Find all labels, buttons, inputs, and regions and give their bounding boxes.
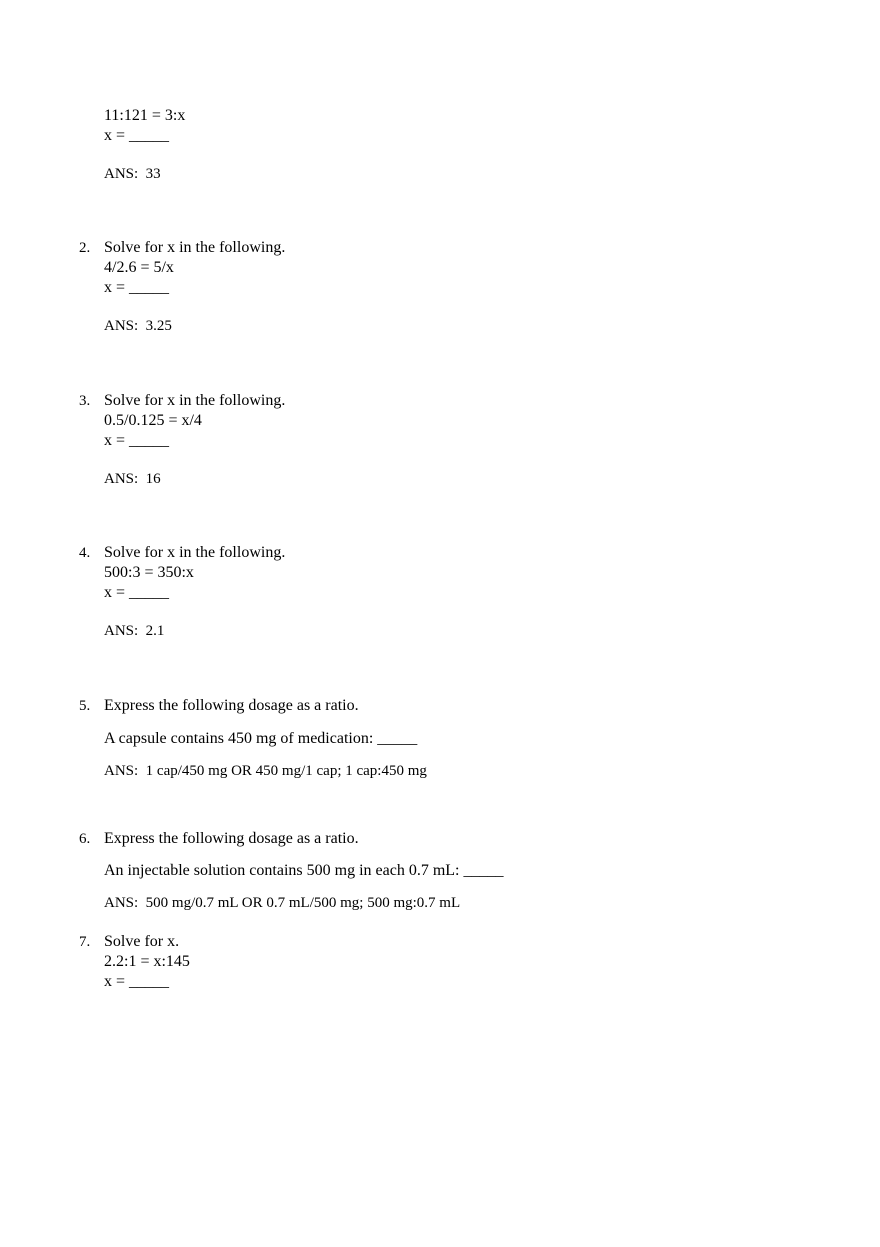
question-number: 5.	[79, 698, 91, 714]
answer-key: ANS: 2.1	[104, 623, 165, 639]
answer-key: ANS: 500 mg/0.7 mL OR 0.7 mL/500 mg; 500 mg:0.7 mL	[104, 895, 461, 911]
answer-blank: x = _____	[104, 973, 170, 990]
question-text: 2.2:1 = x:145	[104, 953, 190, 970]
answer-blank: x = _____	[104, 584, 170, 601]
answer-key: ANS: 33	[104, 166, 161, 182]
question-text: 4/2.6 = 5/x	[104, 259, 174, 276]
question-number: 7.	[79, 934, 91, 950]
answer-key: ANS: 3.25	[104, 318, 172, 334]
answer-key: ANS: 16	[104, 471, 161, 487]
question-prompt: Solve for x in the following.	[104, 392, 286, 409]
question-text: 0.5/0.125 = x/4	[104, 412, 202, 429]
question-prompt: Solve for x.	[104, 933, 180, 950]
question-number: 3.	[79, 393, 91, 409]
question-prompt: Solve for x in the following.	[104, 239, 286, 256]
question-number: 6.	[79, 831, 91, 847]
question-text: 500:3 = 350:x	[104, 564, 194, 581]
answer-key: ANS: 1 cap/450 mg OR 450 mg/1 cap; 1 cap:450 mg	[104, 763, 427, 779]
answer-blank: x = _____	[104, 432, 170, 449]
question-text: A capsule contains 450 mg of medication: _____	[104, 730, 418, 747]
question-text: An injectable solution contains 500 mg in each 0.7 mL: _____	[104, 862, 504, 879]
question-prompt: Solve for x in the following.	[104, 544, 286, 561]
question-number: 4.	[79, 545, 91, 561]
question-prompt: Express the following dosage as a ratio.	[104, 830, 359, 847]
question-text: 11:121 = 3:x	[104, 107, 186, 124]
question-prompt: Express the following dosage as a ratio.	[104, 697, 359, 714]
question-number: 2.	[79, 240, 91, 256]
answer-blank: x = _____	[104, 279, 170, 296]
answer-blank: x = _____	[104, 127, 170, 144]
